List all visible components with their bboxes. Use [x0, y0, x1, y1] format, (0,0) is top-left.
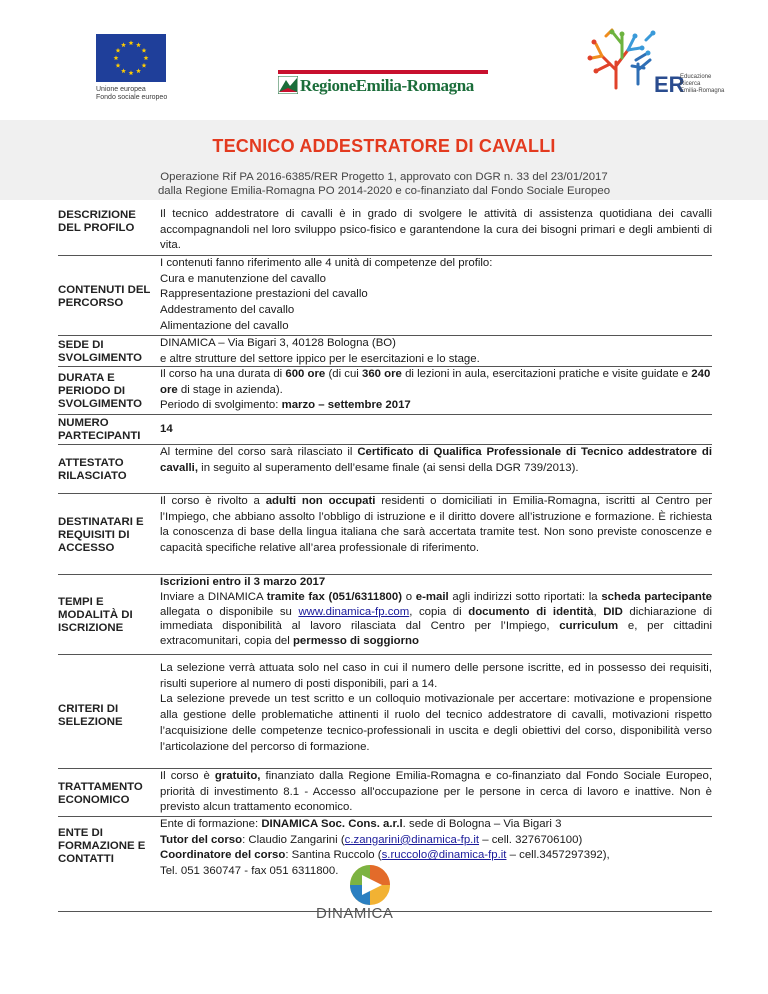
- logo-strip: [0, 0, 768, 120]
- label-attestato-text: ATTESTATO RILASCIATO: [58, 457, 127, 482]
- sede-line: e altre strutture del settore ippico per le esercitazioni e lo stage.: [160, 352, 480, 365]
- course-info-table: [58, 207, 712, 912]
- value-tempi: [158, 575, 712, 654]
- label-trattamento-text: TRATTAMENTO ECONOMICO: [58, 780, 143, 806]
- contenuti-item: Cura e manutenzione del cavallo: [160, 272, 326, 285]
- phone-line: Tel. 051 360747 - fax 051 6311800.: [160, 865, 339, 878]
- row-destinatari: [58, 493, 712, 574]
- value-descrizione: [158, 207, 712, 255]
- svg-text:ER: ER: [654, 72, 685, 97]
- value-durata: [158, 367, 712, 414]
- label-durata-text: DURATA E PERIODO DI SVOLGIMENTO: [58, 372, 142, 410]
- row-sede: [58, 335, 712, 366]
- tutor-line: Tutor del corso: Claudio Zangarini (c.zangarini@dinamica-fp.it – cell. 3276706100): [160, 833, 583, 846]
- coordinatore-email-link[interactable]: s.ruccolo@dinamica-fp.it: [381, 849, 507, 862]
- value-criteri: [158, 661, 712, 768]
- row-tempi: [58, 574, 712, 654]
- durata-period: Periodo di svolgimento: marzo – settembre 2017: [160, 399, 411, 412]
- row-contenuti: [58, 255, 712, 335]
- eu-star-icon: [116, 63, 121, 68]
- regione-name: RegioneEmilia-Romagna: [300, 76, 474, 95]
- attestato-text: Al termine del corso sarà rilasciato il Certificato di Qualifica Professionale di Tecnico addestratore di cavalli, in seguito al superamento dell’esame finale (ai sensi della DGR 739/2013).: [160, 446, 712, 474]
- label-trattamento: [58, 769, 158, 816]
- row-numero: [58, 414, 712, 444]
- eu-logo: [96, 34, 168, 102]
- criteri-paragraph: La selezione verrà attuata solo nel caso in cui il numero delle persone iscritte, ed in possesso dei requisiti, risulti superiore al numero di posti disponibili, pari a 14.: [160, 662, 712, 690]
- row-durata: [58, 366, 712, 414]
- label-contenuti-text: CONTENUTI DEL PERCORSO: [58, 283, 151, 309]
- regione-logo: [278, 70, 488, 95]
- row-criteri: [58, 654, 712, 768]
- label-numero: NUMERO PARTECIPANTI: [58, 417, 141, 442]
- eu-star-icon: [142, 48, 147, 53]
- regione-mark-icon: [278, 76, 298, 94]
- label-contenuti: [58, 256, 158, 335]
- destinatari-text: Il corso è rivolto a adulti non occupati residenti o domiciliati in Emilia-Romagna, iscritti al Centro per l’Impiego, che abbiano assolto l’obbligo di istruzione e il diritto dovere all’istruzione e formazione. È richiesta la conoscenza di base della lingua italiana che sarà accertata tramite test. Non sono previste conoscenze e capacità specifiche relative all’area professionale di riferimento.: [160, 495, 712, 555]
- label-durata: [58, 367, 158, 414]
- dinamica-logo: [310, 863, 430, 923]
- tutor-email-link[interactable]: c.zangarini@dinamica-fp.it: [344, 833, 480, 846]
- ente-line: Ente di formazione: DINAMICA Soc. Cons. a.r.l. sede di Bologna – Via Bigari 3: [160, 818, 562, 830]
- subtitle: [0, 170, 768, 198]
- value-sede: [158, 336, 712, 366]
- label-ente: ENTE DI FORMAZIONE E CONTATTI: [58, 827, 146, 865]
- contenuti-item: Alimentazione del cavallo: [160, 319, 289, 332]
- website-link[interactable]: www.dinamica-fp.com: [298, 605, 410, 618]
- contenuti-item: Addestramento del cavallo: [160, 304, 295, 317]
- regione-red-bar: [278, 70, 488, 74]
- label-descrizione: DESCRIZIONE DEL PROFILO: [58, 209, 136, 234]
- label-sede-text: SEDE DI SVOLGIMENTO: [58, 339, 142, 364]
- contenuti-item: Rappresentazione prestazioni del cavallo: [160, 288, 368, 301]
- eu-star-icon: [144, 55, 149, 60]
- value-trattamento: [158, 769, 712, 816]
- eu-flag-icon: [96, 34, 166, 82]
- er-caption-line: Ricerca: [680, 81, 701, 87]
- row-trattamento: [58, 768, 712, 816]
- tempi-text: Inviare a DINAMICA tramite fax (051/6311800) o e-mail agli indirizzi sotto riportati: la scheda partecipante allegata o disponibile su www.dinamica-fp.com, copia di documento di identità, DID dichiarazione di immediata disponibilità al lavoro rilasciata dal Centro per l’Impiego, curriculum e, per cittadini extracomunitari, copia del permesso di soggiorno: [160, 590, 713, 648]
- er-caption-line: Educazione: [680, 74, 712, 80]
- label-sede: [58, 336, 158, 366]
- value-contenuti: [158, 256, 712, 335]
- eu-caption: [96, 86, 168, 102]
- eu-star-icon: [136, 42, 141, 47]
- criteri-paragraph: La selezione prevede un test scritto e un colloquio motivazionale per accertare: motivazione e propensione alla gestione delle problematiche attinenti il ruolo del tecnico addestratore di cavalli, motivazioni rispetto l’acquisizione delle competenze tecnico-professionali in uscita e degli obiettivi del corso, disponibilità verso l’articolazione del percorso di formazione.: [160, 693, 712, 753]
- eu-star-icon: [129, 70, 134, 75]
- subtitle-line-1: Operazione Rif PA 2016-6385/RER Progetto 1, approvato con DGR n. 33 del 23/01/2017: [160, 171, 608, 183]
- value-destinatari: [158, 494, 712, 574]
- coordinatore-line: Coordinatore del corso: Santina Ruccolo (s.ruccolo@dinamica-fp.it – cell.3457297392),: [160, 849, 610, 862]
- label-destinatari-text: DESTINATARI E REQUISITI DI ACCESSO: [58, 515, 144, 554]
- eu-star-icon: [121, 42, 126, 47]
- label-destinatari: [58, 494, 158, 574]
- eu-star-icon: [142, 63, 147, 68]
- contenuti-intro: I contenuti fanno riferimento alle 4 unità di competenze del profilo:: [160, 257, 493, 269]
- numero-partecipanti: 14: [160, 422, 173, 435]
- eu-star-icon: [136, 68, 141, 73]
- sede-line: DINAMICA – Via Bigari 3, 40128 Bologna (BO): [160, 337, 396, 349]
- eu-star-icon: [116, 48, 121, 53]
- title-banner: [0, 120, 768, 200]
- label-criteri: [58, 661, 158, 768]
- row-attestato: [58, 444, 712, 493]
- dinamica-name: DINAMICA: [316, 905, 394, 922]
- descrizione-text: Il tecnico addestratore di cavalli è in grado di svolgere le attività di assistenza quotidiana dei cavalli accompagnandoli nel loro sviluppo psico-fisico e garantendone la cura dei bisogni primari e degli ambienti di vita.: [160, 208, 712, 252]
- eu-caption-line: Fondo sociale europeo: [96, 94, 168, 101]
- value-ente: [158, 817, 712, 911]
- label-tempi-text: TEMPI E MODALITÀ DI ISCRIZIONE: [58, 596, 133, 634]
- durata-text: Il corso ha una durata di 600 ore (di cui 360 ore di lezioni in aula, esercitazioni pratiche e visite guidate e 240 ore di stage in azienda).: [160, 368, 711, 396]
- er-caption-line: Emilia-Romagna: [680, 88, 725, 94]
- subtitle-line-2: dalla Regione Emilia-Romagna PO 2014-2020 e co-finanziato dal Fondo Sociale Europeo: [157, 185, 611, 197]
- label-attestato: [58, 445, 158, 493]
- eu-star-icon: [121, 68, 126, 73]
- eu-caption-line: Unione europea: [96, 86, 146, 93]
- value-numero: [158, 415, 712, 444]
- row-descrizione: [58, 207, 712, 255]
- er-logo: [576, 26, 726, 106]
- er-caption: [680, 74, 724, 95]
- value-attestato: [158, 445, 712, 493]
- label-criteri-text: CRITERI DI SELEZIONE: [58, 702, 123, 728]
- tempi-deadline: Iscrizioni entro il 3 marzo 2017: [160, 576, 326, 588]
- dinamica-mark-icon: [310, 863, 430, 907]
- label-tempi: [58, 575, 158, 654]
- page-title: TECNICO ADDESTRATORE DI CAVALLI: [212, 136, 556, 156]
- eu-star-icon: [129, 40, 134, 45]
- eu-star-icon: [114, 55, 119, 60]
- trattamento-text: Il corso è gratuito, finanziato dalla Regione Emilia-Romagna e co-finanziato dal Fondo Sociale Europeo, priorità di investimento 8.1 - Accesso all'occupazione per le persone in cerca di lavoro e inattive. Non è previsto alcun trattamento economico.: [160, 770, 712, 814]
